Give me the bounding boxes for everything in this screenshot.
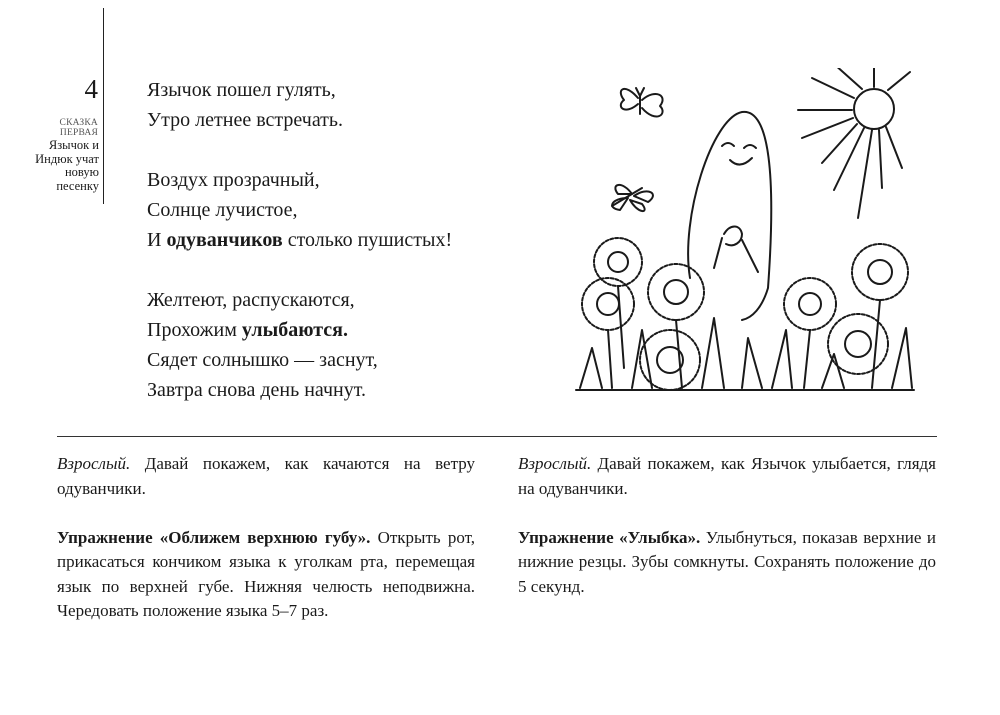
left-instructions bbox=[57, 452, 475, 648]
poem-keyword: одуванчиков bbox=[166, 229, 283, 251]
tongue-character-in-dandelion-field-icon bbox=[572, 68, 917, 408]
adult-text: Давай покажем, как качаются на ветру одуванчики. bbox=[57, 454, 475, 498]
adult-line bbox=[518, 452, 936, 501]
grass-icon bbox=[576, 318, 914, 390]
dandelion-icon bbox=[648, 264, 704, 388]
poem-text: И bbox=[147, 229, 167, 251]
poem-keyword: улыбаются. bbox=[241, 319, 348, 341]
page-number: 4 bbox=[84, 74, 98, 104]
exercise-title: Упражнение «Оближем верхнюю губу». bbox=[57, 527, 371, 547]
adult-line bbox=[57, 452, 475, 501]
dandelion-icon bbox=[852, 244, 908, 388]
right-instructions bbox=[518, 452, 936, 624]
exercise-paragraph bbox=[518, 526, 936, 600]
poem-line bbox=[147, 225, 567, 255]
margin-vertical-rule bbox=[103, 8, 104, 204]
exercise-text: Улыбнуться, показав верхние и нижние резцы. Зубы сомкнуты. Сохранять положение до 5 секунд. bbox=[518, 527, 937, 596]
exercise-title: Упражнение «Улыбка». bbox=[518, 527, 701, 547]
poem-line: Солнце лучистое, bbox=[147, 199, 298, 221]
poem-line: Утро летнее встречать. bbox=[147, 109, 344, 131]
poem-line: Воздух прозрачный, bbox=[147, 169, 320, 191]
stanza-gap bbox=[147, 255, 567, 285]
poem-text: Прохожим bbox=[147, 319, 242, 341]
poem-line: Завтра снова день начнут. bbox=[147, 379, 366, 401]
adult-text: Давай покажем, как Язычок улыбается, глядя на одуванчики. bbox=[518, 454, 936, 498]
stanza-gap bbox=[147, 135, 567, 165]
poem-line: Язычок пошел гулять, bbox=[147, 79, 336, 101]
poem-line bbox=[147, 315, 567, 345]
tongue-character-icon bbox=[688, 112, 771, 320]
dragonfly-icon bbox=[612, 185, 653, 211]
chapter-label: СКАЗКА ПЕРВАЯ bbox=[59, 118, 98, 138]
poem-line: Сядет солнышко — заснут, bbox=[147, 349, 378, 371]
section-divider bbox=[57, 436, 937, 437]
speaker-label: Взрослый. bbox=[57, 454, 131, 473]
dandelion-icon bbox=[640, 330, 700, 390]
chapter-title: Язычок и Индюк учат новую песенку bbox=[35, 138, 99, 193]
speaker-label: Взрослый. bbox=[518, 454, 592, 473]
butterfly-icon bbox=[621, 88, 663, 117]
dandelion-icon bbox=[582, 278, 634, 388]
poem bbox=[147, 75, 567, 405]
poem-line: Желтеют, распускаются, bbox=[147, 289, 355, 311]
sun-icon bbox=[798, 68, 910, 218]
exercise-text: Открыть рот, прикасаться кончиком языка к уголкам рта, перемещая язык по верхней губе. Нижняя челюсть неподвижна. Чередовать положение языка 5–7 раз. bbox=[57, 527, 475, 620]
exercise-paragraph bbox=[57, 526, 475, 624]
poem-text: столько пушистых! bbox=[282, 229, 453, 251]
